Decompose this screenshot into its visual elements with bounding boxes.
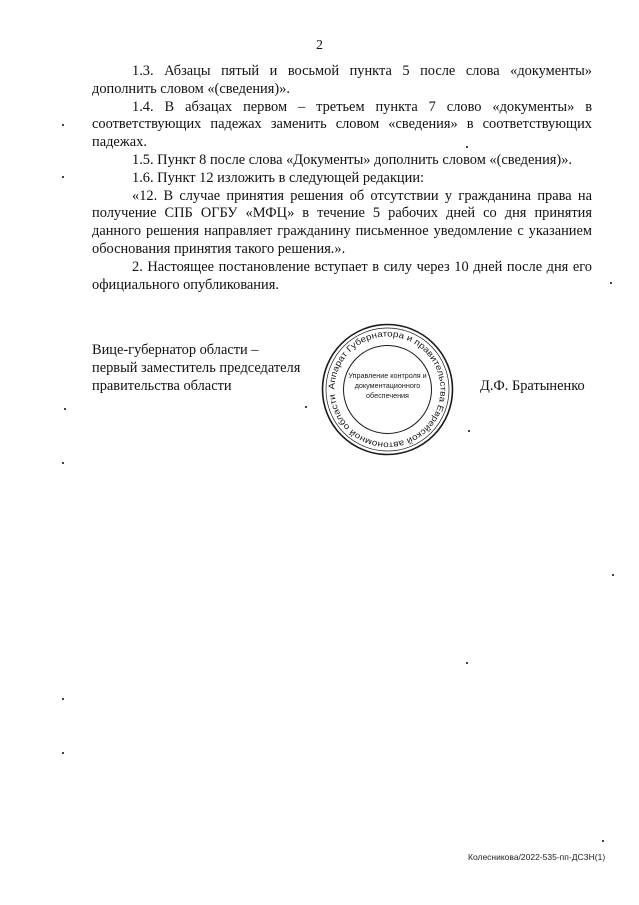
- scan-speck: [610, 282, 612, 284]
- scan-speck: [612, 574, 614, 576]
- scan-speck: [305, 406, 307, 408]
- scan-speck: [62, 698, 64, 700]
- paragraph-quoted-item-12: «12. В случае принятия решения об отсутствии у гражданина права на получение СПБ ОГБУ «МФЦ» в течение 5 рабочих дней со дня принятия данного решения направляет гражданину письменное уведомление с указанием обоснования принятия такого решения.».: [92, 187, 592, 257]
- paragraph-2: 2. Настоящее постановление вступает в силу через 10 дней после дня его официального опубликования.: [92, 258, 592, 293]
- seal-center-line: обеспечения: [366, 391, 409, 400]
- scan-speck: [466, 662, 468, 664]
- scan-speck: [64, 408, 66, 410]
- paragraph-1-6: 1.6. Пункт 12 изложить в следующей редакции:: [132, 169, 425, 186]
- scan-speck: [62, 124, 64, 126]
- scan-speck: [602, 840, 604, 842]
- official-seal: [320, 322, 455, 457]
- scan-speck: [468, 430, 470, 432]
- seal-center-line: документационного: [354, 381, 421, 390]
- signer-position-line: правительства области: [92, 377, 232, 394]
- scan-speck: [62, 176, 64, 178]
- signer-name: Д.Ф. Братыненко: [480, 378, 585, 394]
- footer-document-code: Колесникова/2022-535-пп-ДСЗН(1): [468, 852, 606, 862]
- paragraph-1-3: 1.3. Абзацы пятый и восьмой пункта 5 после слова «документы» дополнить словом «(сведения)».: [92, 63, 592, 97]
- document-body: [92, 63, 592, 294]
- seal-outer-text: Аппарат Губернатора и правительства Еврейской автономной области: [326, 328, 449, 451]
- paragraph-1-4: 1.4. В абзацах первом – третьем пункта 7 слово «документы» в соответствующих падежах заменить словом «сведения» в соответствующих падежах.: [92, 98, 592, 151]
- scan-speck: [466, 146, 468, 148]
- signer-position-line: первый заместитель председателя: [92, 359, 301, 376]
- page-number: 2: [316, 38, 323, 53]
- seal-center-line: Управление контроля и: [348, 371, 427, 380]
- scan-speck: [62, 462, 64, 464]
- signer-position-line: Вице-губернатор области –: [92, 342, 259, 358]
- paragraph-1-5: 1.5. Пункт 8 после слова «Документы» дополнить словом «(сведения)».: [132, 151, 573, 168]
- scan-speck: [62, 752, 64, 754]
